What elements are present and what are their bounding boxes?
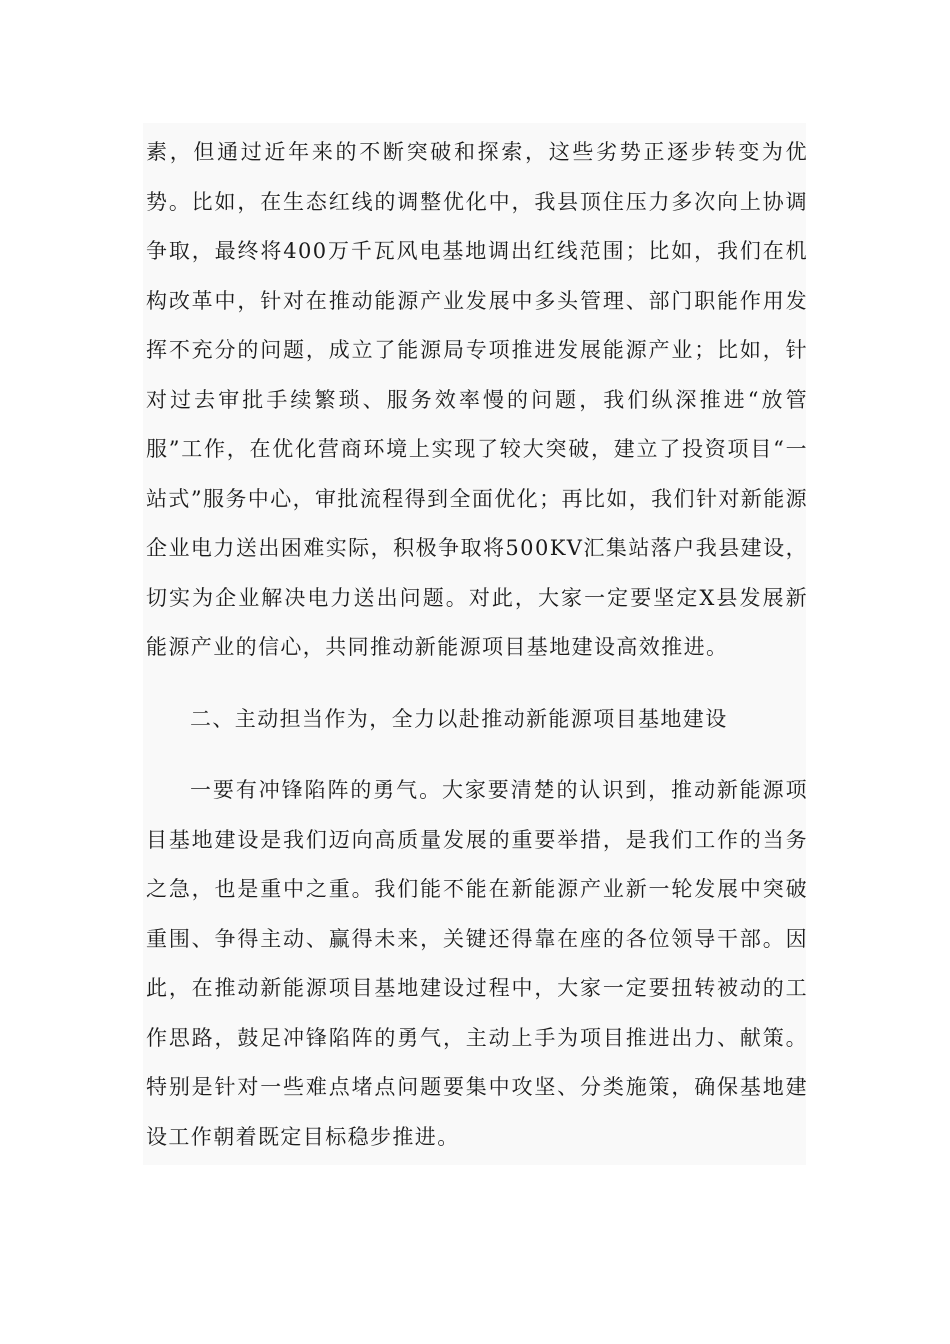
section-heading: 二、主动担当作为，全力以赴推动新能源项目基地建设 bbox=[190, 707, 728, 731]
body-paragraph: 一要有冲锋陷阵的勇气。大家要清楚的认识到，推动新能源项目基地建设是我们迈向高质量发展的重要举措，是我们工作的当务之急，也是重中之重。我们能不能在新能源产业新一轮发展中突破重围、争得主动、赢得未来，关键还得靠在座的各位领导干部。因此，在推动新能源项目基地建设过程中，大家一定要扭转被动的工作思路，鼓足冲锋陷阵的勇气，主动上手为项目推进出力、献策。特别是针对一些难点堵点问题要集中攻坚、分类施策，确保基地建设工作朝着既定目标稳步推进。 bbox=[146, 778, 808, 1149]
body-paragraph: 素，但通过近年来的不断突破和探索，这些劣势正逐步转变为优势。比如，在生态红线的调整优化中，我县顶住压力多次向上协调争取，最终将400万千瓦风电基地调出红线范围；比如，我们在机构改革中，针对在推动能源产业发展中多头管理、部门职能作用发挥不充分的问题，成立了能源局专项推进发展能源产业；比如，针对过去审批手续繁琐、服务效率慢的问题，我们纵深推进“放管服”工作，在优化营商环境上实现了较大突破，建立了投资项目“一站式”服务中心，审批流程得到全面优化；再比如，我们针对新能源企业电力送出困难实际，积极争取将500KV汇集站落户我县建设，切实为企业解决电力送出问题。对此，大家一定要坚定X县发展新能源产业的信心，共同推动新能源项目基地建设高效推进。 bbox=[146, 140, 808, 659]
